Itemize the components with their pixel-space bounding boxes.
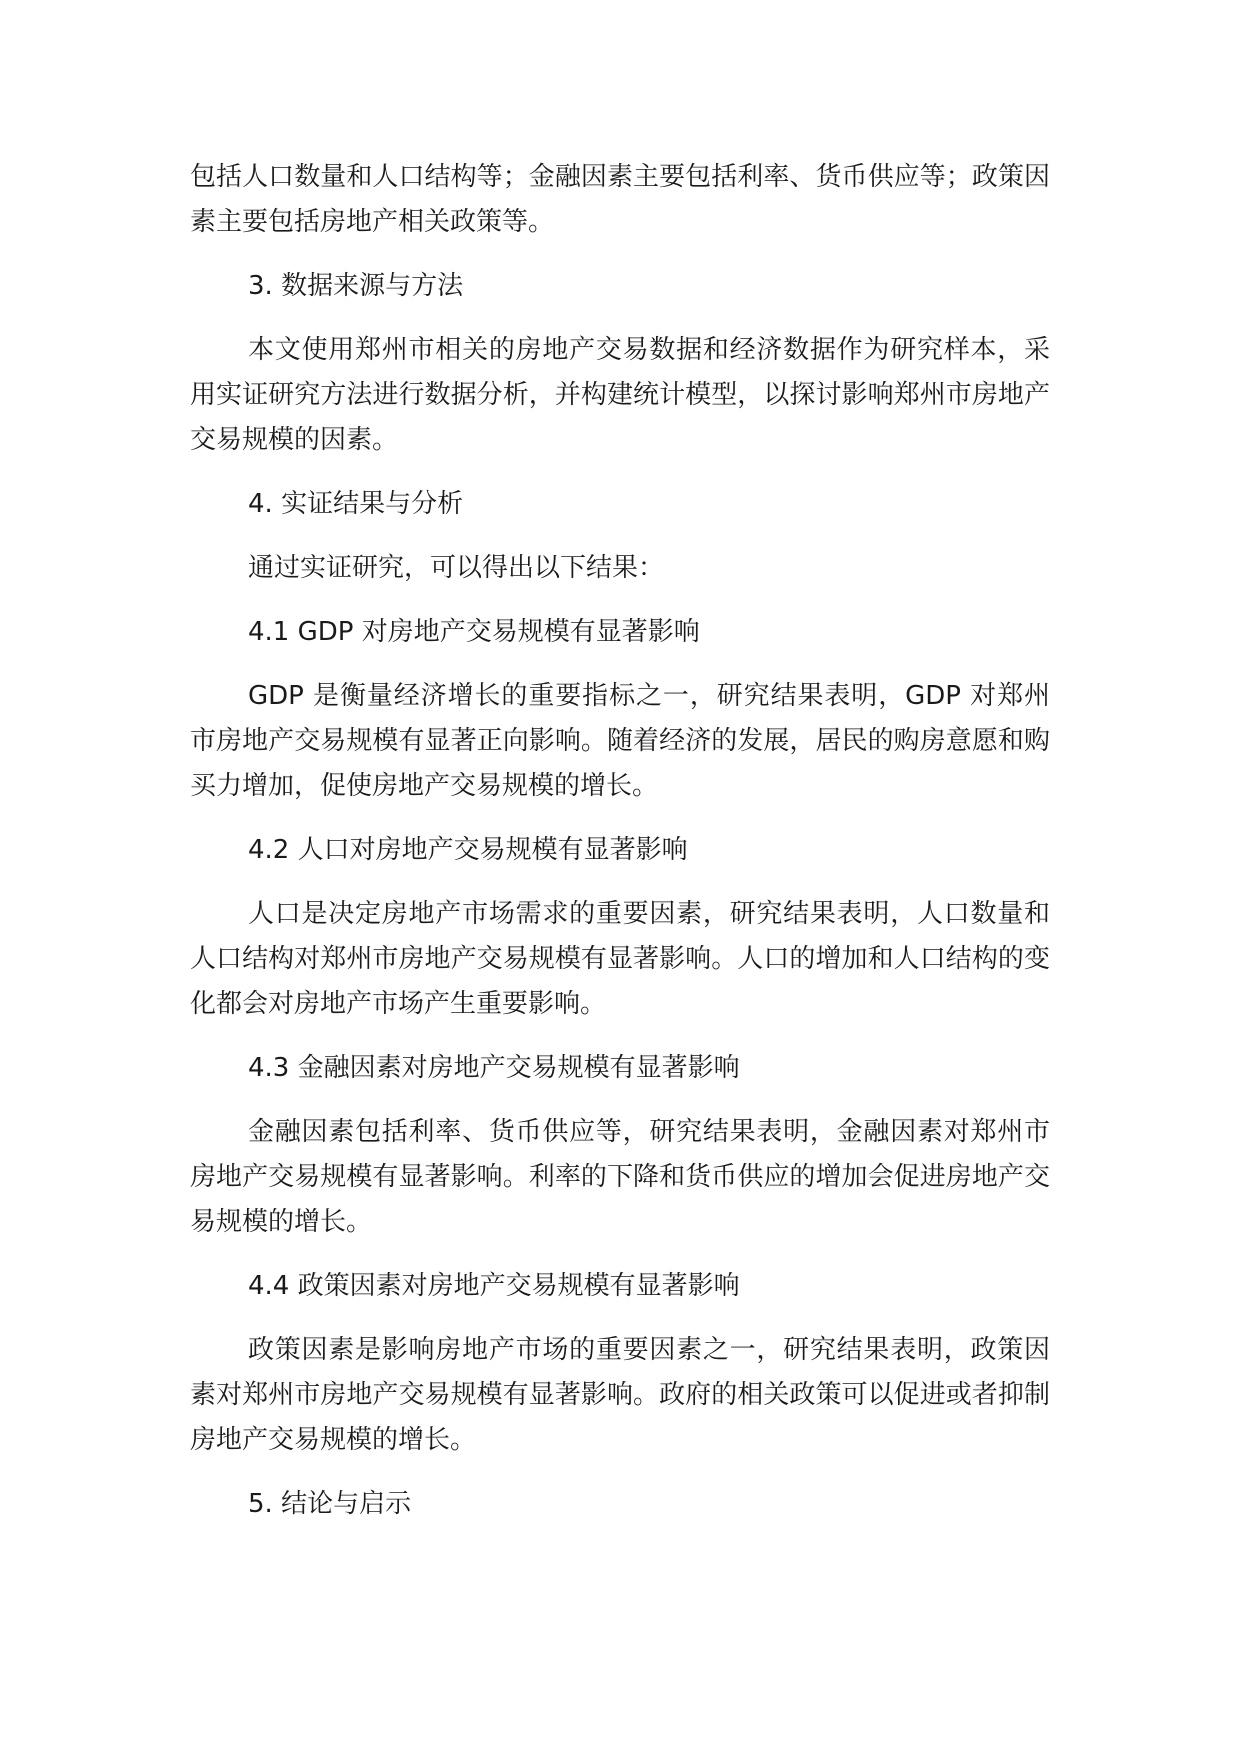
subsection-heading-4-2: 4.2 人口对房地产交易规模有显著影响	[248, 835, 688, 865]
subsection-heading-4-4: 4.4 政策因素对房地产交易规模有显著影响	[248, 1271, 740, 1301]
subsection-heading-4-3: 4.3 金融因素对房地产交易规模有显著影响	[248, 1053, 740, 1083]
section-heading-4: 4. 实证结果与分析	[248, 489, 464, 519]
paragraph-continued: 包括人口数量和人口结构等；金融因素主要包括利率、货币供应等；政策因素主要包括房地产相关政策等。	[190, 162, 1050, 237]
section-heading-3: 3. 数据来源与方法	[248, 271, 464, 301]
paragraph-results-intro: 通过实证研究，可以得出以下结果：	[248, 553, 665, 583]
subsection-heading-4-1: 4.1 GDP 对房地产交易规模有显著影响	[248, 617, 700, 647]
paragraph-gdp: GDP 是衡量经济增长的重要指标之一，研究结果表明，GDP 对郑州市房地产交易规模有显著正向影响。随着经济的发展，居民的购房意愿和购买力增加，促使房地产交易规模的增长。	[190, 681, 1050, 801]
paragraph-population: 人口是决定房地产市场需求的重要因素，研究结果表明，人口数量和人口结构对郑州市房地产交易规模有显著影响。人口的增加和人口结构的变化都会对房地产市场产生重要影响。	[190, 899, 1050, 1019]
section-heading-5: 5. 结论与启示	[248, 1489, 412, 1519]
paragraph-data-methods: 本文使用郑州市相关的房地产交易数据和经济数据作为研究样本，采用实证研究方法进行数据分析，并构建统计模型，以探讨影响郑州市房地产交易规模的因素。	[190, 335, 1050, 455]
document-body	[190, 155, 1050, 1546]
paragraph-finance: 金融因素包括利率、货币供应等，研究结果表明，金融因素对郑州市房地产交易规模有显著影响。利率的下降和货币供应的增加会促进房地产交易规模的增长。	[190, 1117, 1050, 1237]
paragraph-policy: 政策因素是影响房地产市场的重要因素之一，研究结果表明，政策因素对郑州市房地产交易规模有显著影响。政府的相关政策可以促进或者抑制房地产交易规模的增长。	[190, 1335, 1050, 1455]
